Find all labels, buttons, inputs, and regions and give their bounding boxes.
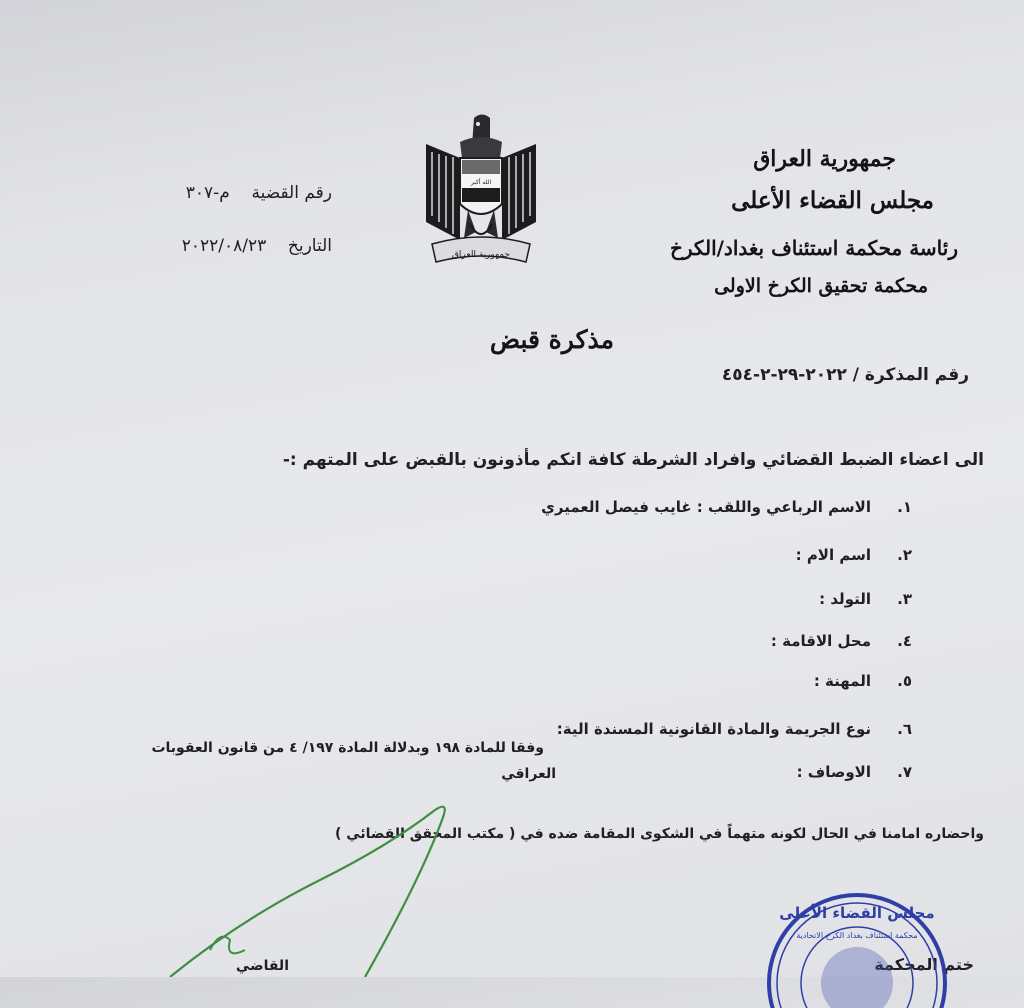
field-6 (557, 720, 912, 738)
field-number: ٥. (897, 672, 912, 690)
seal-inner-text: محكمة استئناف بغداد الكرخ الاتحادية (796, 931, 918, 940)
field-number: ٧. (897, 763, 912, 781)
date-line (182, 236, 332, 256)
address-line: الى اعضاء الضبط القضائي وافراد الشرطة كافة انكم مأذونون بالقبض على المتهم :- (282, 450, 984, 470)
date-value: ٢٠٢٢/٠٨/٢٣ (181, 236, 267, 256)
field-label: اسم الام : (795, 546, 871, 564)
field-number: ٣. (897, 590, 912, 608)
field-number: ٤. (897, 632, 912, 650)
closing-line: واحضاره امامنا في الحال لكونه متهماً في الشكوى المقامة ضده في ( مكتب المحقق القضائي ) (334, 826, 984, 842)
case-number-line (186, 183, 332, 203)
court-seal-icon (762, 888, 952, 1008)
header-council: مجلس القضاء الأعلى (731, 187, 934, 214)
memo-number: رقم المذكرة / ٢٠٢٢-٢٩-٢-٤٥٤ (721, 365, 969, 385)
field-2 (796, 546, 912, 564)
field-label: الاسم الرباعي واللقب : غايب فيصل العميري (541, 498, 871, 516)
document-title: مذكرة قبض (489, 325, 614, 354)
field-number: ٢. (897, 546, 912, 564)
field-label: نوع الجريمة والمادة القانونية المسندة الية: (556, 720, 871, 738)
emblem-caption: جمهورية العراق (451, 250, 511, 260)
field-number: ١. (897, 498, 912, 516)
field-1 (541, 498, 912, 516)
field-label: الاوصاف : (796, 763, 871, 781)
crime-text-line-1: وفقا للمادة ١٩٨ وبدلالة المادة ١٩٧/ ٤ من قانون العقوبات (151, 740, 544, 756)
field-5 (814, 672, 912, 690)
iraq-emblem-icon (420, 112, 542, 270)
field-3 (819, 590, 912, 608)
judge-label: القاضي (235, 958, 289, 974)
header-court: محكمة تحقيق الكرخ الاولى (714, 275, 928, 297)
field-label: المهنة : (813, 672, 871, 690)
emblem-flag-text: الله أكبر (470, 179, 492, 186)
case-label: رقم القضية (251, 183, 332, 203)
field-7 (797, 763, 912, 781)
seal-outer-text: مجلس القضاء الأعلى (779, 904, 935, 922)
stamp-label: ختم المحكمة (874, 955, 974, 974)
field-4 (771, 632, 912, 650)
header-presidency: رئاسة محكمة استئناف بغداد/الكرخ (669, 236, 958, 260)
field-label: محل الاقامة : (770, 632, 871, 650)
crime-text-line-2: العراقي (501, 766, 556, 782)
date-label: التاريخ (287, 236, 332, 256)
field-label: التولد : (819, 590, 871, 608)
header-country: جمهورية العراق (753, 146, 896, 172)
judge-signature (150, 800, 480, 977)
field-number: ٦. (897, 720, 912, 738)
case-number: م-٣٠٧ (185, 183, 230, 203)
